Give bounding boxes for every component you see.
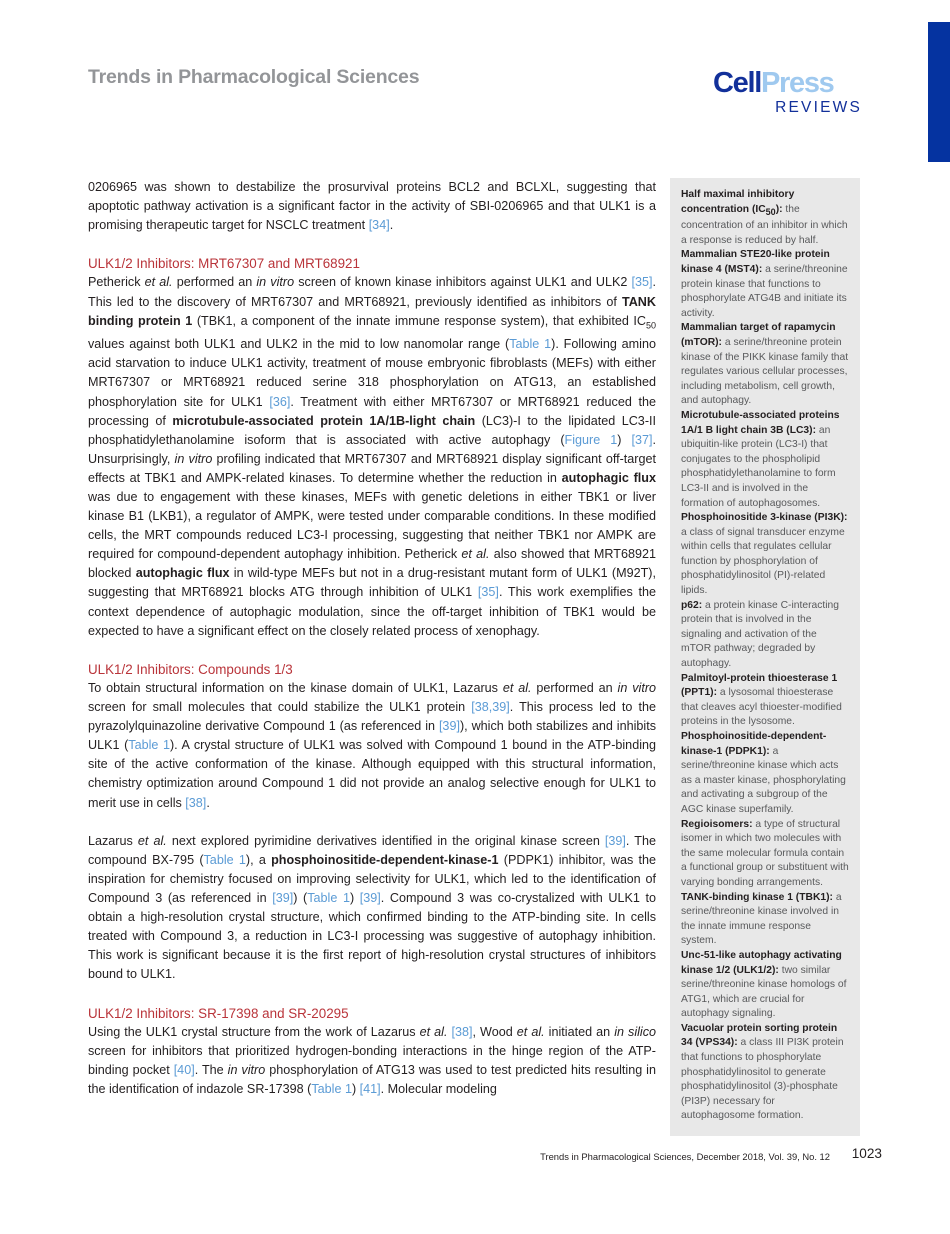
glossary-definition: a lysosomal thioesterase that cleaves acyl thioester-modified proteins in the lysosome. [681, 687, 842, 728]
glossary-entry [681, 599, 849, 672]
glossary-entry [681, 818, 849, 891]
glossary-entry [681, 730, 849, 818]
glossary-term: Microtubule-associated proteins 1A/1 B light chain 3B (LC3): [681, 409, 840, 436]
page-footer [0, 1146, 950, 1176]
glossary-entry [681, 321, 849, 409]
glossary-term: Mammalian target of rapamycin (mTOR): [681, 322, 836, 348]
header-accent-bar [928, 22, 950, 162]
section-heading: ULK1/2 Inhibitors: MRT67307 and MRT68921 [88, 256, 360, 272]
cell-press-wordmark [713, 68, 863, 98]
glossary-definition: an ubiquitin-like protein (LC3-I) that conjugates to the phospholipid phosphatidylethanolamine to form LC3-II and is involved in the formation of autophagosomes. [681, 424, 836, 509]
logo-reviews-text: REVIEWS [775, 99, 862, 116]
glossary-entry [681, 1022, 849, 1124]
glossary-definition: a serine/threonine kinase involved in the innate immune response system. [681, 891, 842, 947]
glossary-definition: a serine/threonine protein kinase that functions to phosphorylate ATG4B and initiate its activity. [681, 264, 848, 319]
body-paragraph: To obtain structural information on the kinase domain of ULK1, Lazarus et al. performed an in vitro screen for small molecules that could stabilize the ULK1 protein [38,39]. This process led to the pyrazolylquinazoline derivative Compound 1 (as referenced in [39]), which both stabilizes and inhibits ULK1 (Table 1). A crystal structure of ULK1 was solved with Compound 1 bound in the ATP-binding site of the active conformation of the kinase. Although equipped with this structural information, chemistry optimization around Compound 1 did not provide an analog selective enough for ULK1 to merit use in cells [38]. [88, 680, 657, 810]
glossary-entry [681, 949, 849, 1022]
glossary-entry [681, 248, 849, 321]
glossary-definition: the concentration of an inhibitor in which a response is reduced by half. [681, 203, 848, 246]
glossary-term: Half maximal inhibitory concentration $(IC_{50})$: [681, 189, 795, 217]
glossary-definition: a protein kinase C-interacting protein that is involved in the signaling and activation of the mTOR pathway; degraded by autophagy. [681, 599, 839, 670]
logo-press-text: Press [761, 67, 834, 99]
glossary-sidebar [670, 178, 860, 1136]
glossary-term: Regioisomers: [681, 818, 753, 830]
glossary-definition: a class of signal transducer enzyme within cells that regulates cellular function by phosphorylation of phosphatidylinositol (PI)-related lipids. [681, 526, 845, 597]
article-body-column [88, 178, 656, 1099]
footer-citation: Trends in Pharmacological Sciences, December 2018, Vol. 39, No. 12 [540, 1151, 830, 1162]
body-paragraph: 0206965 was shown to destabilize the prosurvival proteins BCL2 and BCLXL, suggesting that apoptotic pathway activation is a significant factor in the activity of SBI-0206965 and that ULK1 is a promising therapeutic target for NSCLC treatment [34]. [88, 180, 656, 233]
glossary-term: Palmitoyl-protein thioesterase 1 (PPT1): [681, 672, 838, 699]
section-heading: ULK1/2 Inhibitors: SR-17398 and SR-20295 [88, 1005, 349, 1021]
glossary-term: Phosphoinositide-dependent-kinase-1 (PDPK1): [681, 731, 827, 757]
glossary-definition: a class III PI3K protein that functions to phosphorylate phosphatidylinositol to generate phosphatidylinositol (3)-phosphate (PI3P) necessary for autophagosome formation. [681, 1037, 844, 1122]
body-paragraph: Petherick et al. performed an in vitro screen of known kinase inhibitors against ULK1 and ULK2 [35]. This led to the discovery of MRT67307 and MRT68921, previously identified as inhibitors of TANK binding protein 1 (TBK1, a component of the innate immune response system), that exhibited $IC_{50}$ values against both ULK1 and ULK2 in the mid to low nanomolar range (Table 1). Following amino acid starvation to induce ULK1 activity, treatment of mouse embryonic fibroblasts (MEFs) with either MRT67307 or MRT68921 reduced serine 318 phosphorylation on ATG13, an established phosphorylation site for ULK1 [36]. Treatment with either MRT67307 or MRT68921 reduced the processing of microtubule-associated protein 1A/1B-light chain (LC3)-I to the lipidated LC3-II phosphatidylethanolamine isoform that is associated with active autophagy (Figure 1) [37]. Unsurprisingly, in vitro profiling indicated that MRT67307 and MRT68921 display significant off-target effects at TBK1 and AMPK-related kinases. To determine whether the reduction in autophagic flux was due to engagement with these kinases, MEFs with genetic deletions in either TBK1 or liver kinase B1 (LKB1), a regulator of AMPK, were tested under comparable conditions. In these modified cells, the MRT compounds reduced LC3-I processing, suggesting that neither TBK1 nor AMPK are required for compound-dependent autophagy inhibition. Petherick et al. also showed that MRT68921 blocked autophagic flux in wild-type MEFs but not in a drug-resistant mutant form of ULK1 (M92T), suggesting that MRT68921 blocks ATG through inhibition of ULK1 [35]. This work exemplifies the context dependence of autophagic modulation, since the off-target inhibition of TBK1 would be expected to have a significant effect on the closely related process of xenophagy. [88, 275, 657, 638]
section-heading: ULK1/2 Inhibitors: Compounds 1/3 [88, 661, 293, 677]
glossary-entry [681, 409, 849, 511]
glossary-definition: a serine/threonine kinase which acts as a master kinase, phosphorylating and activating a subgroup of the AGC kinase superfamily. [681, 745, 846, 815]
glossary-entry [681, 672, 849, 730]
logo-cell-text: Cell [713, 67, 761, 99]
journal-title: Trends in Pharmacological Sciences [88, 66, 420, 88]
glossary-entry [681, 891, 849, 949]
glossary-term: p62: [681, 599, 703, 611]
glossary-definition: a type of structural isomer in which two molecules with the same molecular formula contain a functional group or substituent with varying bonding arrangements. [681, 818, 849, 888]
footer-page-number: 1023 [851, 1146, 882, 1161]
glossary-definition: two similar serine/threonine kinase homologs of ATG1, which are crucial for autophagy signaling. [681, 964, 847, 1020]
page-header [0, 0, 950, 160]
body-paragraph: Lazarus et al. next explored pyrimidine derivatives identified in the original kinase screen [39]. The compound BX-795 (Table 1), a phosphoinositide-dependent-kinase-1 (PDPK1) inhibitor, was the inspiration for chemistry focused on improving selectivity for ULK1, which led to the identification of Compound 3 (as referenced in [39]) (Table 1) [39]. Compound 3 was co-crystalized with ULK1 to obtain a high-resolution crystal structure, which confirmed binding to the ATP-binding site. In cells treated with Compound 3, a reduction in LC3-I processing was suggestive of autophagy inhibition. This work is significant because it is the first report of high-resolution crystal structures of inhibitors bound to ULK1. [88, 833, 656, 982]
glossary-entry [681, 511, 849, 599]
glossary-term: Mammalian STE20-like protein kinase 4 (MST4): [681, 249, 830, 276]
glossary-term: TANK-binding kinase 1 (TBK1): [681, 891, 833, 903]
glossary-term: Phosphoinositide 3-kinase (PI3K): [681, 512, 848, 524]
glossary-entry [681, 188, 849, 248]
glossary-term: Unc-51-like autophagy activating kinase 1/2 (ULK1/2): [681, 949, 842, 976]
cell-press-logo [713, 68, 863, 122]
glossary-definition: a serine/threonine protein kinase of the PIKK kinase family that regulates various cellular processes, including metabolism, cell growth, and autophagy. [681, 336, 849, 407]
glossary-term: Vacuolar protein sorting protein 34 (VPS34): [681, 1022, 838, 1049]
body-paragraph: Using the ULK1 crystal structure from the work of Lazarus et al. [38], Wood et al. initiated an in silico screen for inhibitors that prioritized hydrogen-bonding interactions in the hinge region of the ATP-binding pocket [40]. The in vitro phosphorylation of ATG13 was used to test predicted hits resulting in the identification of indazole SR-17398 (Table 1) [41]. Molecular modeling [88, 1024, 657, 1096]
